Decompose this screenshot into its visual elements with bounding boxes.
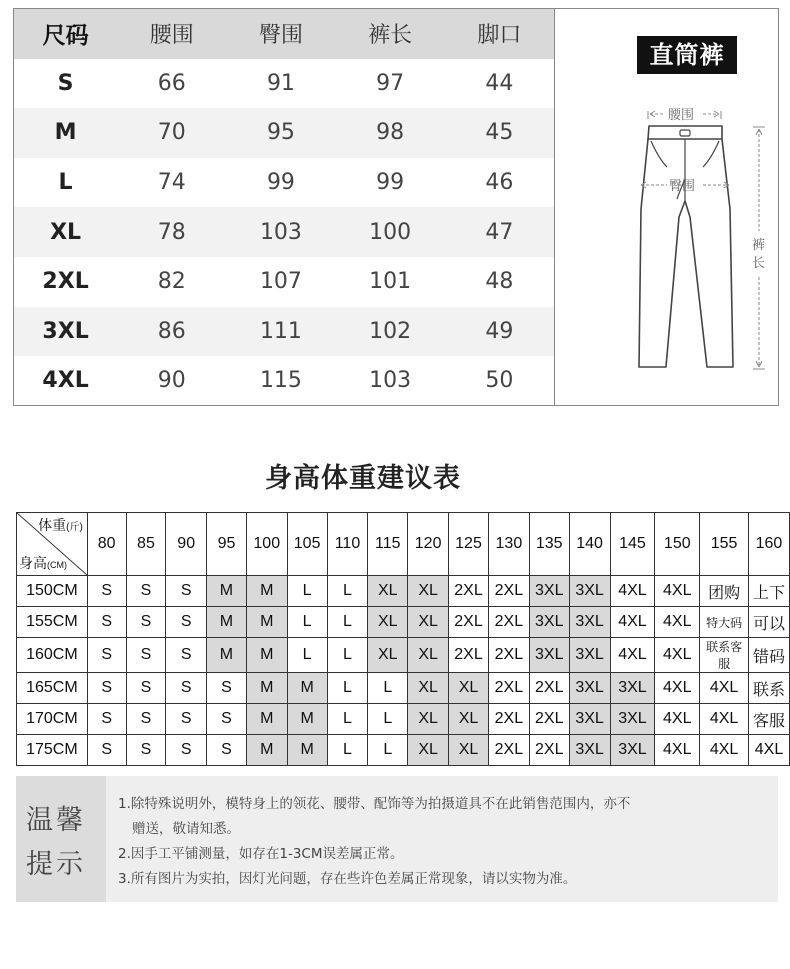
size-suggestion-cell: S (207, 673, 247, 704)
size-suggestion-cell: 错码 (748, 638, 789, 673)
size-value-cell: 111 (226, 307, 335, 357)
size-row (14, 307, 554, 357)
size-row (14, 356, 554, 406)
size-chart (13, 8, 779, 406)
weight-header-cell: 140 (569, 513, 610, 576)
size-value-cell: 99 (266, 170, 295, 196)
size-label-cell: 2XL (42, 269, 89, 295)
weight-header-cell: 145 (610, 513, 655, 576)
size-suggestion-cell: L (327, 576, 368, 607)
size-suggestion-cell: L (327, 735, 368, 766)
notice-line: 赠送，敬请知悉。 (132, 821, 240, 837)
size-suggestion-cell: S (126, 704, 166, 735)
size-value-cell: 95 (226, 108, 335, 158)
height-row-header: 170CM (17, 704, 88, 735)
size-suggestion-cell: L (327, 607, 368, 638)
height-row-header: 160CM (17, 638, 88, 673)
hw-corner-cell (17, 513, 88, 576)
size-value-cell: 82 (157, 269, 186, 295)
size-suggestion-cell: M (207, 638, 247, 673)
size-suggestion-cell: 4XL (610, 638, 655, 673)
size-suggestion-cell: S (126, 607, 166, 638)
size-suggestion-cell: 4XL (655, 576, 700, 607)
size-suggestion-cell: S (207, 704, 247, 735)
size-suggestion-cell: XL (368, 638, 408, 673)
size-suggestion-cell: S (87, 576, 126, 607)
size-value-cell: 107 (259, 269, 302, 295)
weight-header-cell: 115 (368, 513, 408, 576)
notice-line: 1.除特殊说明外，模特身上的领花、腰带、配饰等为拍摄道具不在此销售范围内，亦不 (118, 796, 631, 812)
weight-header-cell: 150 (655, 513, 700, 576)
size-value-cell: 97 (376, 70, 405, 96)
size-suggestion-cell: L (327, 673, 368, 704)
size-suggestion-cell: 3XL (610, 735, 655, 766)
size-suggestion-cell: L (368, 704, 408, 735)
hip-label: 臀围 (669, 179, 696, 194)
size-suggestion-cell: S (166, 704, 207, 735)
size-value-cell: 78 (117, 207, 226, 257)
size-suggestion-cell: S (126, 673, 166, 704)
size-suggestion-cell: S (166, 607, 207, 638)
size-suggestion-cell: XL (408, 607, 449, 638)
size-value-cell: 44 (485, 70, 514, 96)
size-header-cell: 腰围 (117, 9, 226, 59)
size-value-cell: 49 (445, 307, 554, 357)
size-header-cell: 臀围 (226, 9, 335, 59)
size-value-cell: 90 (157, 368, 186, 394)
weight-header-cell: 80 (87, 513, 126, 576)
notice-box (16, 776, 778, 902)
size-suggestion-cell: 3XL (569, 638, 610, 673)
size-suggestion-cell: 4XL (655, 735, 700, 766)
size-suggestion-cell: 2XL (488, 576, 529, 607)
size-label-cell: XL (14, 207, 117, 257)
size-suggestion-cell: 3XL (529, 576, 569, 607)
notice-line: 2.因手工平铺测量，如存在1-3CM误差属正常。 (118, 846, 404, 862)
size-value-cell: 45 (445, 108, 554, 158)
size-value-cell: 47 (445, 207, 554, 257)
height-row-header: 165CM (17, 673, 88, 704)
size-suggestion-cell: M (246, 607, 287, 638)
size-suggestion-cell: XL (449, 704, 489, 735)
size-suggestion-cell: XL (449, 673, 489, 704)
size-suggestion-cell: 4XL (700, 735, 749, 766)
size-suggestion-cell: 可以 (748, 607, 789, 638)
size-label-cell: 4XL (42, 368, 89, 394)
size-suggestion-cell: L (368, 673, 408, 704)
size-suggestion-cell: 4XL (655, 673, 700, 704)
notice-label (16, 776, 106, 902)
size-suggestion-cell: S (87, 638, 126, 673)
size-value-cell: 66 (157, 70, 186, 96)
weight-header-cell: 110 (327, 513, 368, 576)
size-suggestion-cell: L (287, 576, 327, 607)
size-suggestion-cell: 2XL (488, 735, 529, 766)
size-suggestion-cell: 客服 (748, 704, 789, 735)
size-suggestion-cell: M (246, 704, 287, 735)
size-suggestion-cell: 4XL (655, 607, 700, 638)
size-suggestion-cell: 3XL (529, 638, 569, 673)
size-suggestion-cell: 4XL (655, 704, 700, 735)
size-suggestion-cell: XL (368, 576, 408, 607)
size-suggestion-cell: M (246, 735, 287, 766)
hw-row (17, 735, 790, 766)
size-suggestion-cell: 3XL (569, 735, 610, 766)
size-label-cell: S (57, 70, 74, 96)
size-value-cell: 115 (259, 368, 302, 394)
hw-row (17, 638, 790, 673)
notice-label-line1: 温馨 (26, 805, 86, 836)
hw-header-row (17, 513, 790, 576)
size-suggestion-cell: 3XL (610, 673, 655, 704)
size-label-cell: M (14, 108, 117, 158)
size-suggestion-cell: 4XL (610, 607, 655, 638)
size-value-cell: 100 (336, 207, 445, 257)
size-value-cell: 48 (485, 269, 514, 295)
size-value-cell: 102 (336, 307, 445, 357)
size-suggestion-cell: L (287, 607, 327, 638)
pants-diagram (555, 9, 778, 405)
size-suggestion-cell: L (287, 638, 327, 673)
size-suggestion-cell: 2XL (529, 673, 569, 704)
height-row-header: 175CM (17, 735, 88, 766)
size-suggestion-cell: S (87, 673, 126, 704)
size-suggestion-cell: 4XL (700, 673, 749, 704)
size-suggestion-cell: XL (408, 638, 449, 673)
size-suggestion-cell: 2XL (449, 638, 489, 673)
size-value-cell: 70 (117, 108, 226, 158)
pants-style-title: 直筒裤 (637, 36, 737, 74)
hw-row (17, 576, 790, 607)
weight-header-cell: 85 (126, 513, 166, 576)
size-suggestion-cell: S (126, 638, 166, 673)
size-suggestion-cell: M (246, 576, 287, 607)
height-row-header: 150CM (17, 576, 88, 607)
notice-text (118, 792, 768, 892)
notice-label-line2: 提示 (26, 849, 86, 880)
size-suggestion-cell: S (126, 576, 166, 607)
hw-row (17, 704, 790, 735)
size-suggestion-cell: S (166, 638, 207, 673)
size-suggestion-cell: M (246, 638, 287, 673)
hw-row (17, 607, 790, 638)
weight-header-cell: 130 (488, 513, 529, 576)
size-suggestion-cell: S (87, 735, 126, 766)
size-suggestion-cell: 4XL (700, 704, 749, 735)
size-suggestion-cell: 4XL (610, 576, 655, 607)
size-value-cell: 91 (266, 70, 295, 96)
size-suggestion-cell: S (166, 673, 207, 704)
size-value-cell: 74 (157, 170, 186, 196)
size-suggestion-cell: 2XL (488, 607, 529, 638)
size-suggestion-cell: S (166, 735, 207, 766)
size-suggestion-cell: XL (368, 607, 408, 638)
size-suggestion-cell: 3XL (569, 704, 610, 735)
weight-axis-label: 体重(斤) (38, 517, 83, 533)
height-axis-label: 身高(CM) (19, 555, 67, 571)
size-header-row (14, 9, 554, 59)
size-suggestion-cell: 3XL (569, 673, 610, 704)
weight-header-cell: 95 (207, 513, 247, 576)
size-value-cell: 101 (369, 269, 412, 295)
weight-header-cell: 120 (408, 513, 449, 576)
size-suggestion-cell: 4XL (748, 735, 789, 766)
size-suggestion-cell: L (327, 704, 368, 735)
size-suggestion-cell: 2XL (488, 673, 529, 704)
size-suggestion-cell: S (166, 576, 207, 607)
size-value-cell: 98 (336, 108, 445, 158)
size-suggestion-cell: M (207, 576, 247, 607)
size-suggestion-cell: S (207, 735, 247, 766)
size-row (14, 108, 554, 158)
weight-header-cell: 155 (700, 513, 749, 576)
size-suggestion-cell: 3XL (529, 607, 569, 638)
size-value-cell: 46 (485, 170, 514, 196)
size-suggestion-cell: XL (408, 735, 449, 766)
size-suggestion-cell: S (87, 704, 126, 735)
size-suggestion-cell: L (327, 638, 368, 673)
size-suggestion-cell: M (287, 735, 327, 766)
size-value-cell: 86 (117, 307, 226, 357)
size-suggestion-cell: S (126, 735, 166, 766)
size-value-cell: 50 (485, 368, 514, 394)
size-suggestion-cell: 团购 (700, 576, 749, 607)
size-suggestion-cell: XL (408, 704, 449, 735)
size-row (14, 207, 554, 257)
size-suggestion-cell: 2XL (529, 735, 569, 766)
size-suggestion-cell: 2XL (488, 704, 529, 735)
size-suggestion-cell: M (246, 673, 287, 704)
weight-header-cell: 125 (449, 513, 489, 576)
size-suggestion-cell: 2XL (529, 704, 569, 735)
size-suggestion-cell: 上下 (748, 576, 789, 607)
waist-label: 腰围 (668, 108, 695, 123)
size-header-cell: 脚口 (445, 9, 554, 59)
size-suggestion-cell: 3XL (569, 607, 610, 638)
size-value-cell: 103 (226, 207, 335, 257)
size-label-cell: 3XL (14, 307, 117, 357)
length-label-1: 裤 (752, 238, 766, 253)
size-suggestion-cell: 2XL (449, 576, 489, 607)
size-suggestion-cell: 联系客服 (700, 638, 749, 673)
size-suggestion-cell: 3XL (610, 704, 655, 735)
size-suggestion-cell: S (87, 607, 126, 638)
size-suggestion-cell: XL (449, 735, 489, 766)
weight-header-cell: 100 (246, 513, 287, 576)
size-suggestion-cell: M (207, 607, 247, 638)
length-label-2: 长 (752, 256, 766, 271)
size-suggestion-cell: 2XL (488, 638, 529, 673)
size-suggestion-cell: 3XL (569, 576, 610, 607)
size-suggestion-cell: M (287, 704, 327, 735)
size-header-cell: 尺码 (14, 9, 117, 59)
size-suggestion-cell: XL (408, 673, 449, 704)
size-row (14, 257, 554, 307)
size-value-cell: 99 (376, 170, 405, 196)
weight-header-cell: 90 (166, 513, 207, 576)
height-row-header: 155CM (17, 607, 88, 638)
size-row (14, 158, 554, 208)
size-suggestion-cell: 2XL (449, 607, 489, 638)
size-label-cell: L (58, 170, 73, 196)
hw-row (17, 673, 790, 704)
size-suggestion-cell: 4XL (655, 638, 700, 673)
notice-line: 3.所有图片为实拍，因灯光问题，存在些许色差属正常现象，请以实物为准。 (118, 871, 577, 887)
size-header-cell: 裤长 (336, 9, 445, 59)
size-suggestion-cell: 联系 (748, 673, 789, 704)
size-row (14, 59, 554, 109)
weight-header-cell: 135 (529, 513, 569, 576)
size-suggestion-cell: L (368, 735, 408, 766)
size-suggestion-cell: XL (408, 576, 449, 607)
hw-title: 身高体重建议表 (265, 463, 461, 494)
height-weight-table (16, 512, 790, 766)
weight-header-cell: 105 (287, 513, 327, 576)
weight-header-cell: 160 (748, 513, 789, 576)
size-table (14, 9, 554, 406)
size-suggestion-cell: M (287, 673, 327, 704)
size-value-cell: 103 (369, 368, 412, 394)
size-suggestion-cell: 特大码 (700, 607, 749, 638)
